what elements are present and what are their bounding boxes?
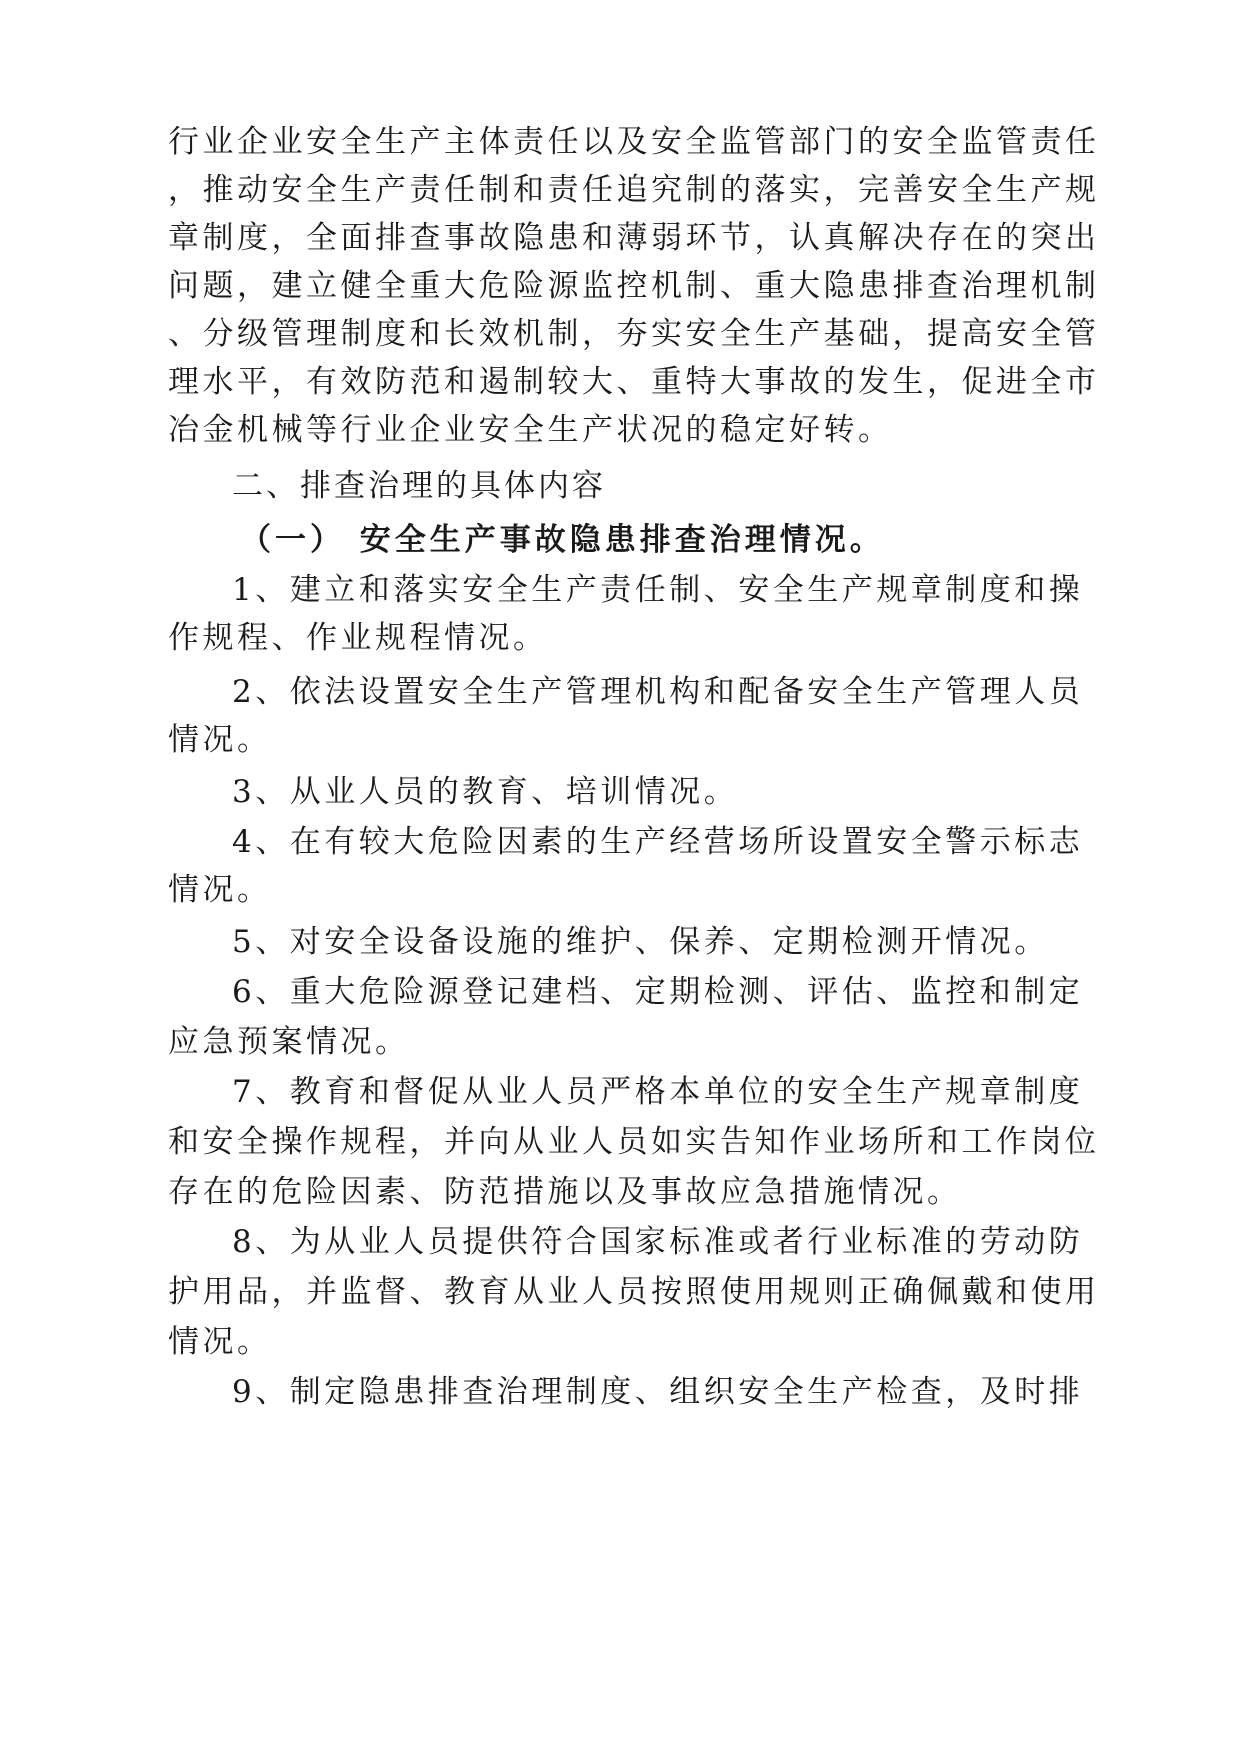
subsection-heading: （一） 安全生产事故隐患排查治理情况。 [240,522,885,558]
list-item-line: 情况。 [168,1324,272,1360]
list-item-line: 4、在有较大危险因素的生产经营场所设置安全警示标志 [232,824,1084,860]
list-item-line: 作规程、作业规程情况。 [168,620,548,656]
paragraph-line: 行业企业安全生产主体责任以及安全监管部门的安全监管责任 [168,124,1100,160]
list-item-line: 9、制定隐患排查治理制度、组织安全生产检查，及时排 [232,1374,1084,1410]
list-item-line: 7、教育和督促从业人员严格本单位的安全生产规章制度 [232,1074,1084,1110]
list-item-line: 护用品，并监督、教育从业人员按照使用规则正确佩戴和使用 [168,1274,1100,1310]
list-item-line: 应急预案情况。 [168,1024,410,1060]
paragraph-line: 问题，建立健全重大危险源监控机制、重大隐患排查治理机制 [168,268,1100,304]
paragraph-line: ，推动安全生产责任制和责任追究制的落实，完善安全生产规 [168,172,1100,208]
list-item-line: 8、为从业人员提供符合国家标准或者行业标准的劳动防 [232,1224,1084,1260]
paragraph-line: 章制度，全面排查事故隐患和薄弱环节，认真解决存在的突出 [168,220,1100,256]
list-item-line: 5、对安全设备设施的维护、保养、定期检测开情况。 [232,924,1049,960]
paragraph-line: 冶金机械等行业企业安全生产状况的稳定好转。 [168,412,893,448]
list-item-line: 和安全操作规程，并向从业人员如实告知作业场所和工作岗位 [168,1124,1100,1160]
list-item-line: 1、建立和落实安全生产责任制、安全生产规章制度和操 [232,572,1084,608]
paragraph-line: 理水平，有效防范和遏制较大、重特大事故的发生，促进全市 [168,364,1100,400]
paragraph-line: 、分级管理制度和长效机制，夯实安全生产基础，提高安全管 [168,316,1100,352]
list-item-line: 情况。 [168,872,272,908]
list-item-line: 3、从业人员的教育、培训情况。 [232,774,739,810]
list-item-line: 2、依法设置安全生产管理机构和配备安全生产管理人员 [232,674,1084,710]
list-item-line: 6、重大危险源登记建档、定期检测、评估、监控和制定 [232,974,1084,1010]
list-item-line: 情况。 [168,722,272,758]
section-heading: 二、排查治理的具体内容 [232,468,606,504]
list-item-line: 存在的危险因素、防范措施以及事故应急措施情况。 [168,1174,962,1210]
